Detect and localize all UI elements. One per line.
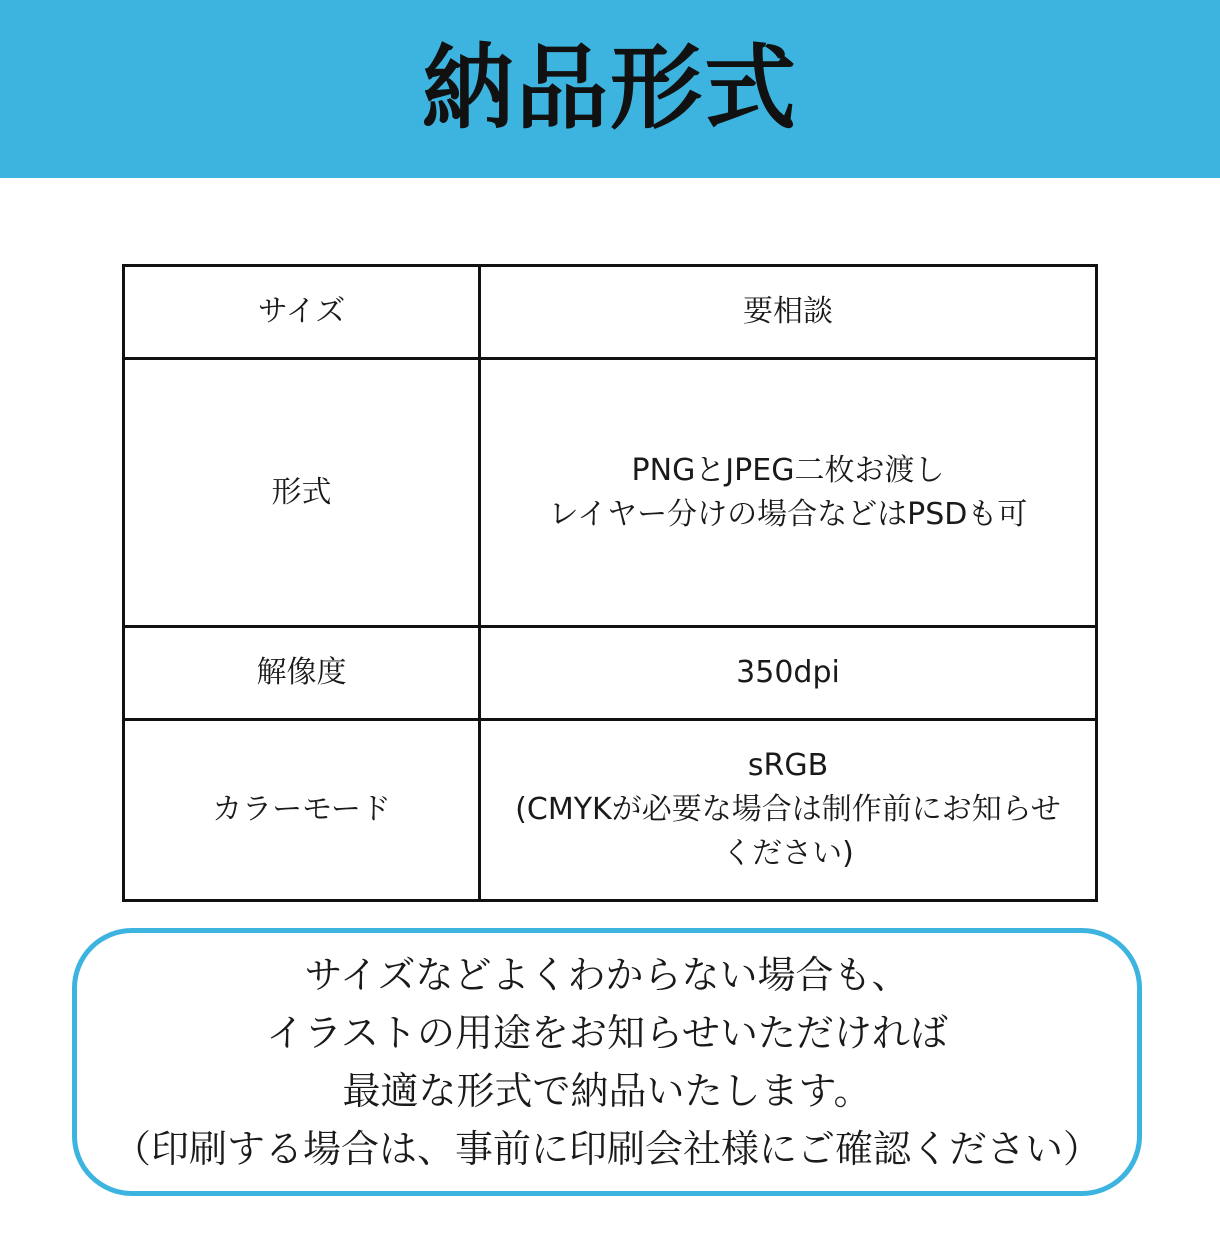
row-label-resolution: 解像度 xyxy=(124,627,480,720)
page-title: 納品形式 xyxy=(421,35,798,142)
note-line: イラストの用途をお知らせいただければ xyxy=(266,1011,948,1055)
value-line: 要相談 xyxy=(743,294,833,329)
row-label-format: 形式 xyxy=(124,359,480,627)
row-label-size: サイズ xyxy=(124,266,480,359)
row-label-color-mode: カラーモード xyxy=(124,720,480,901)
row-value-size xyxy=(480,266,1097,359)
header-banner xyxy=(0,0,1220,178)
value-line: レイヤー分けの場合などはPSDも可 xyxy=(548,496,1028,532)
value-line: 350dpi xyxy=(736,655,840,690)
table-row xyxy=(124,720,1097,901)
note-box xyxy=(72,928,1142,1196)
row-value-format xyxy=(480,359,1097,627)
note-line: （印刷する場合は、事前に印刷会社様にご確認ください） xyxy=(112,1127,1101,1171)
value-line: PNGとJPEG二枚お渡し xyxy=(631,452,945,488)
spec-table xyxy=(122,264,1098,902)
row-value-resolution xyxy=(480,627,1097,720)
value-line: (CMYKが必要な場合は制作前にお知らせ xyxy=(515,792,1061,827)
note-line: 最適な形式で納品いたします。 xyxy=(342,1069,872,1113)
row-value-color-mode xyxy=(480,720,1097,901)
table-row xyxy=(124,627,1097,720)
value-line: sRGB xyxy=(747,748,829,783)
table-row xyxy=(124,266,1097,359)
table-row xyxy=(124,359,1097,627)
note-line: サイズなどよくわからない場合も、 xyxy=(304,953,910,997)
value-line: ください) xyxy=(722,836,854,871)
